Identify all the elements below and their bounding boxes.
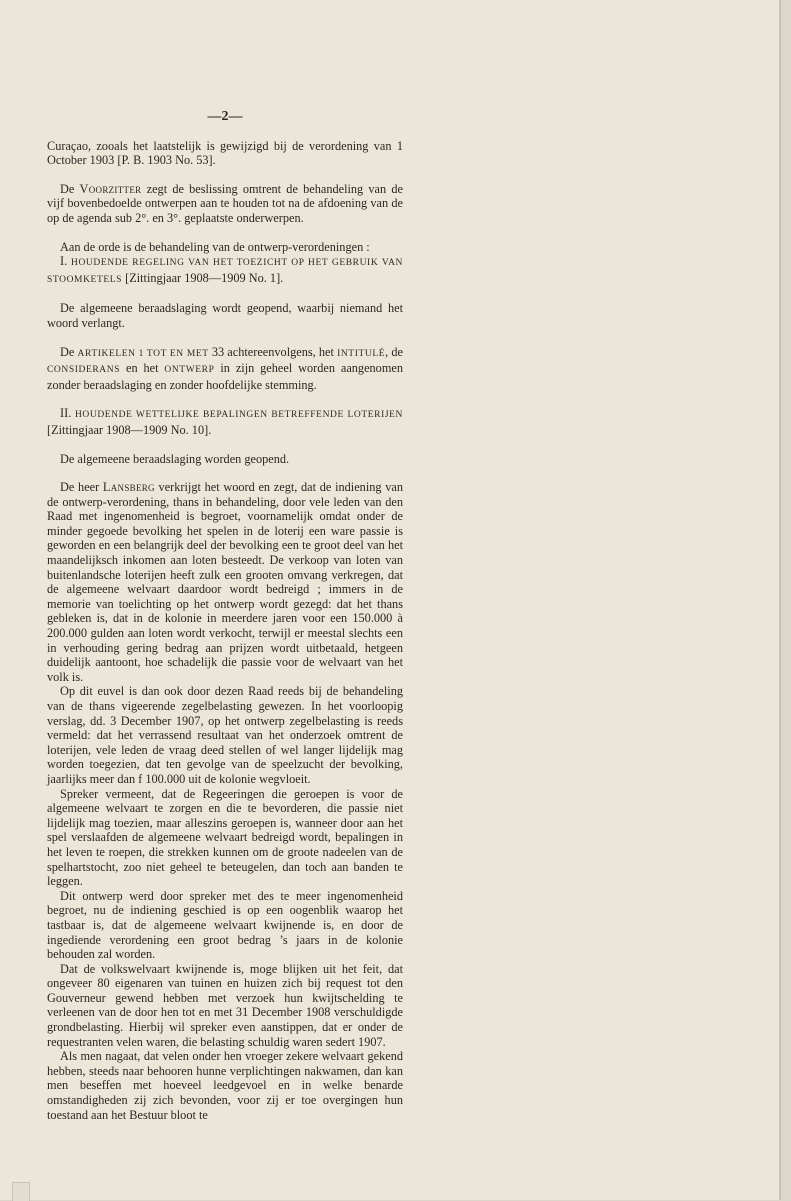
text-run: Curaçao, zooals het laatstelijk is gewijzigd bij de verordening van 1 October 1903 [P. B. 1903 No. 53]. [47, 138, 403, 168]
small-caps-run: HOUDENDE REGELING VAN HET TOEZICHT OP HET GEBRUIK VAN STOOMKETELS [47, 258, 403, 285]
small-caps-run: INTITULÉ [337, 348, 386, 359]
text-run: De [60, 344, 78, 359]
page-number: —2— [207, 109, 243, 124]
text-run: De algemeene beraadslaging wordt geopend, waarbij niemand het woord verlangt. [47, 301, 403, 330]
paragraph [47, 301, 403, 330]
text-run: Als men nagaat, dat velen onder hen vroeger zekere welvaart gekend hebben, steeds naar behooren hunne verplichtingen nakwamen, dan kan men beseffen met hoeveel leedgevoel en in welke benarde omstandigheden zij zich bevonden, voor zij er toe overgingen hun toestand aan het Bestuur bloot te [47, 1049, 403, 1122]
paragraph [47, 889, 403, 962]
text-run: , de [385, 344, 403, 359]
text-run: Dit ontwerp werd door spreker met des te meer ingenomenheid begroet, nu de indiening geschied is op een oogenblik waarop het tastbaar is, dat de algemeene welvaart kwijnende is, en door de ingediende verordening een groot bedrag ’s jaars in de kolonie behouden zal worden. [47, 888, 403, 962]
text-run: verkrijgt het woord en zegt, dat de indiening van de ontwerp-verordening, thans in behandeling, door vele leden van den Raad met ingenomenheid is begroet, voornamelijk omdat onder de minder gegoede bevolking het spelen in de loterij een ware passie is geworden en een belangrijk deel der bevolking een te groot deel van het maandelijksch inkomen aan loten besteedt. De verkoop van loten van buitenlandsche loterijen heeft zulk een grooten omvang verkregen, dat de algemeene welvaart daardoor wordt bedreigd ; immers in de memorie van toelichting op het ontwerp wordt gezegd: dat het thans gebleken is, dat in de kolonie in meerdere jaren voor een 150.000 à 200.000 gulden aan loten wordt verkocht, terwijl er meestal slechts een in verhouding gering bedrag aan prijzen wordt uitbetaald, hetgeen duidelijk aantoont, hoe schadelijk die passie voor de welvaart van het volk is. [47, 480, 403, 684]
text-run: 33 achtereenvolgens, het [208, 344, 338, 359]
paragraph [47, 1049, 403, 1122]
text-column [47, 110, 403, 1122]
text-run: [Zittingjaar 1908—1909 No. 1]. [122, 270, 284, 285]
agenda-item-heading [47, 254, 403, 287]
paragraph [47, 240, 403, 255]
page-corner-tab [12, 1182, 30, 1201]
small-caps-run: Voorzitter [79, 181, 142, 196]
text-run: en het [120, 361, 165, 376]
small-caps-run: ONTWERP [164, 365, 215, 376]
small-caps-run: HOUDENDE WETTELIJKE BEPALINGEN BETREFFENDE LOTERIJEN [74, 410, 403, 421]
paragraph [47, 139, 403, 168]
text-run: Spreker vermeent, dat de Regeeringen die geroepen is voor de algemeene welvaart te zorgen en die te bevorderen, die passie niet lijdelijk mag toezien, maar alleszins geroepen is, wanneer door aan het spel verslaafden de algemeene welvaart bedreigd wordt, bepalingen in het leven te roepen, die strekken kunnen om de groote nadeelen van de spelhartstocht, zoo niet geheel te beteugelen, dan toch aan banden te leggen. [47, 786, 403, 889]
small-caps-run: CONSIDERANS [47, 365, 121, 376]
paragraph [47, 962, 403, 1050]
text-run: Dat de volkswelvaart kwijnende is, moge blijken uit het feit, dat ongeveer 80 eigenaren van tuinen en huizen zich bij request tot den Gouverneur gewend hebben met verzoek hun kwijtschelding te verleenen van de door hen tot en met 31 December 1908 verschuldigde grondbelasting. Hierbij wil spreker even aanstippen, dat er onder de requestranten velen waren, die belasting schuldig waren sedert 1907. [47, 961, 403, 1049]
text-run: II. [60, 406, 75, 421]
page-edge [781, 0, 791, 1200]
text-run: I. [60, 254, 71, 269]
paragraph [47, 787, 403, 889]
small-caps-run: ARTIKELEN 1 TOT EN MET [77, 348, 209, 359]
paragraph [47, 452, 403, 467]
text-run: in zijn geheel worden aangenomen zonder beraadslaging en zonder hoofdelijke stemming. [47, 361, 403, 392]
text-run: zegt de beslissing omtrent de behandeling van de vijf bovenbedoelde ontwerpen aan te houden tot na de afdoening van de op de agenda sub 2°. en 3°. geplaatste onderwerpen. [47, 181, 403, 225]
paragraph [47, 480, 403, 684]
paragraph [47, 345, 403, 393]
text-run: De [60, 181, 80, 196]
paragraph [47, 182, 403, 226]
paragraph [47, 684, 403, 786]
agenda-item-heading [47, 406, 403, 437]
text-run: Op dit euvel is dan ook door dezen Raad reeds bij de behandeling van de thans vigeerende zegelbelasting gewezen. In het voorloopig verslag, dd. 3 December 1907, op het ontwerp zegelbelasting is reeds vermeld: dat het verrassend resultaat van het onderzoek omtrent de loterijen, vele leden de vraag deed stellen of wel langer lijdelijk mag worden toegezien, dat ten gevolge van de speelzucht der bevolking, jaarlijks meer dan f 100.000 uit de kolonie wegvloeit. [47, 684, 403, 786]
text-run: De algemeene beraadslaging worden geopend. [60, 451, 290, 466]
text-run: Aan de orde is de behandeling van de ontwerp-verordeningen : [60, 239, 370, 254]
text-run: De heer [60, 480, 103, 495]
text-run: [Zittingjaar 1908—1909 No. 10]. [47, 422, 212, 437]
small-caps-run: Lansberg [102, 480, 155, 495]
